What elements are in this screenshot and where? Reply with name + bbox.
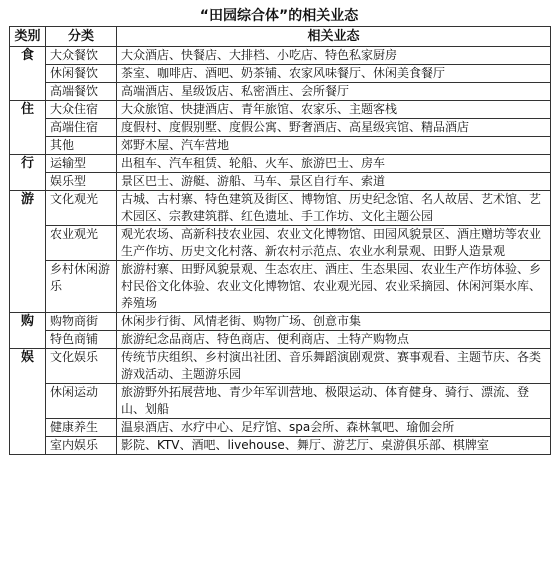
table-row [10, 261, 551, 313]
sub-cell: 农业观光 [46, 226, 117, 261]
table-row [10, 173, 551, 191]
desc-cell: 郊野木屋、汽车营地 [117, 137, 551, 155]
desc-cell: 旅游村寨、田野风貌景观、生态农庄、酒庄、生态果园、农业生产作坊体验、乡村民俗文化体验、农业文化博物馆、农业观光园、农业采摘园、休闲河渠水库、养殖场 [117, 261, 551, 313]
table-row [10, 83, 551, 101]
sub-cell: 购物商街 [46, 313, 117, 331]
table-title: “田园综合体”的相关业态 [199, 8, 359, 24]
category-cell: 住 [10, 101, 46, 155]
desc-cell: 出租车、汽车租赁、轮船、火车、旅游巴士、房车 [117, 155, 551, 173]
desc-cell: 高端酒店、星级饭店、私密酒庄、会所餐厅 [117, 83, 551, 101]
category-cell: 游 [10, 191, 46, 313]
table-row [10, 313, 551, 331]
desc-cell: 影院、KTV、酒吧、livehouse、舞厅、游艺厅、桌游俱乐部、棋牌室 [117, 437, 551, 455]
desc-cell: 观光农场、高新科技农业园、农业文化博物馆、田园风貌景区、酒庄赠坊等农业生产作坊、历史文化村落、新农村示范点、农业水利景观、田野人造景观 [117, 226, 551, 261]
table-row [10, 349, 551, 384]
business-format-table [9, 26, 551, 455]
sub-cell: 健康养生 [46, 419, 117, 437]
sub-cell: 文化娱乐 [46, 349, 117, 384]
desc-cell: 茶室、咖啡店、酒吧、奶茶铺、农家风味餐厅、休闲美食餐厅 [117, 65, 551, 83]
sub-cell: 休闲运动 [46, 384, 117, 419]
table-row [10, 437, 551, 455]
sub-cell: 大众住宿 [46, 101, 117, 119]
table-row [10, 155, 551, 173]
sub-cell: 其他 [46, 137, 117, 155]
desc-cell: 大众旅馆、快捷酒店、青年旅馆、农家乐、主题客栈 [117, 101, 551, 119]
category-cell: 娱 [10, 349, 46, 455]
sub-cell: 运输型 [46, 155, 117, 173]
table-row [10, 47, 551, 65]
table-row [10, 384, 551, 419]
sub-cell: 高端住宿 [46, 119, 117, 137]
desc-cell: 大众酒店、快餐店、大排档、小吃店、特色私家厨房 [117, 47, 551, 65]
sub-cell: 乡村休闲游乐 [46, 261, 117, 313]
category-cell: 行 [10, 155, 46, 191]
sub-cell: 娱乐型 [46, 173, 117, 191]
category-cell: 购 [10, 313, 46, 349]
desc-cell: 休闲步行街、风情老街、购物广场、创意市集 [117, 313, 551, 331]
desc-cell: 温泉酒店、水疗中心、足疗馆、spa会所、森林氧吧、瑜伽会所 [117, 419, 551, 437]
category-cell: 食 [10, 47, 46, 101]
sub-cell: 休闲餐饮 [46, 65, 117, 83]
header-desc: 相关业态 [117, 27, 551, 47]
table-row [10, 137, 551, 155]
desc-cell: 传统节庆组织、乡村演出社团、音乐舞蹈演剧观赏、赛事观看、主题节庆、各类游戏活动、主题游乐园 [117, 349, 551, 384]
desc-cell: 旅游野外拓展营地、青少年军训营地、极限运动、体育健身、骑行、漂流、登山、划船 [117, 384, 551, 419]
table-row [10, 226, 551, 261]
table-row [10, 119, 551, 137]
desc-cell: 旅游纪念品商店、特色商店、便利商店、土特产购物点 [117, 331, 551, 349]
sub-cell: 室内娱乐 [46, 437, 117, 455]
desc-cell: 古城、古村寨、特色建筑及街区、博物馆、历史纪念馆、名人故居、艺术馆、艺术园区、宗教建筑群、红色遗址、手工作坊、文化主题公园 [117, 191, 551, 226]
header-row [10, 27, 551, 47]
table-row [10, 331, 551, 349]
sub-cell: 文化观光 [46, 191, 117, 226]
sub-cell: 特色商铺 [46, 331, 117, 349]
table-row [10, 101, 551, 119]
sub-cell: 高端餐饮 [46, 83, 117, 101]
desc-cell: 景区巴士、游艇、游船、马车、景区自行车、索道 [117, 173, 551, 191]
desc-cell: 度假村、度假别墅、度假公寓、野奢酒店、高星级宾馆、精品酒店 [117, 119, 551, 137]
header-sub: 分类 [46, 27, 117, 47]
table-row [10, 419, 551, 437]
header-category: 类别 [10, 27, 46, 47]
table-row [10, 65, 551, 83]
sub-cell: 大众餐饮 [46, 47, 117, 65]
table-row [10, 191, 551, 226]
